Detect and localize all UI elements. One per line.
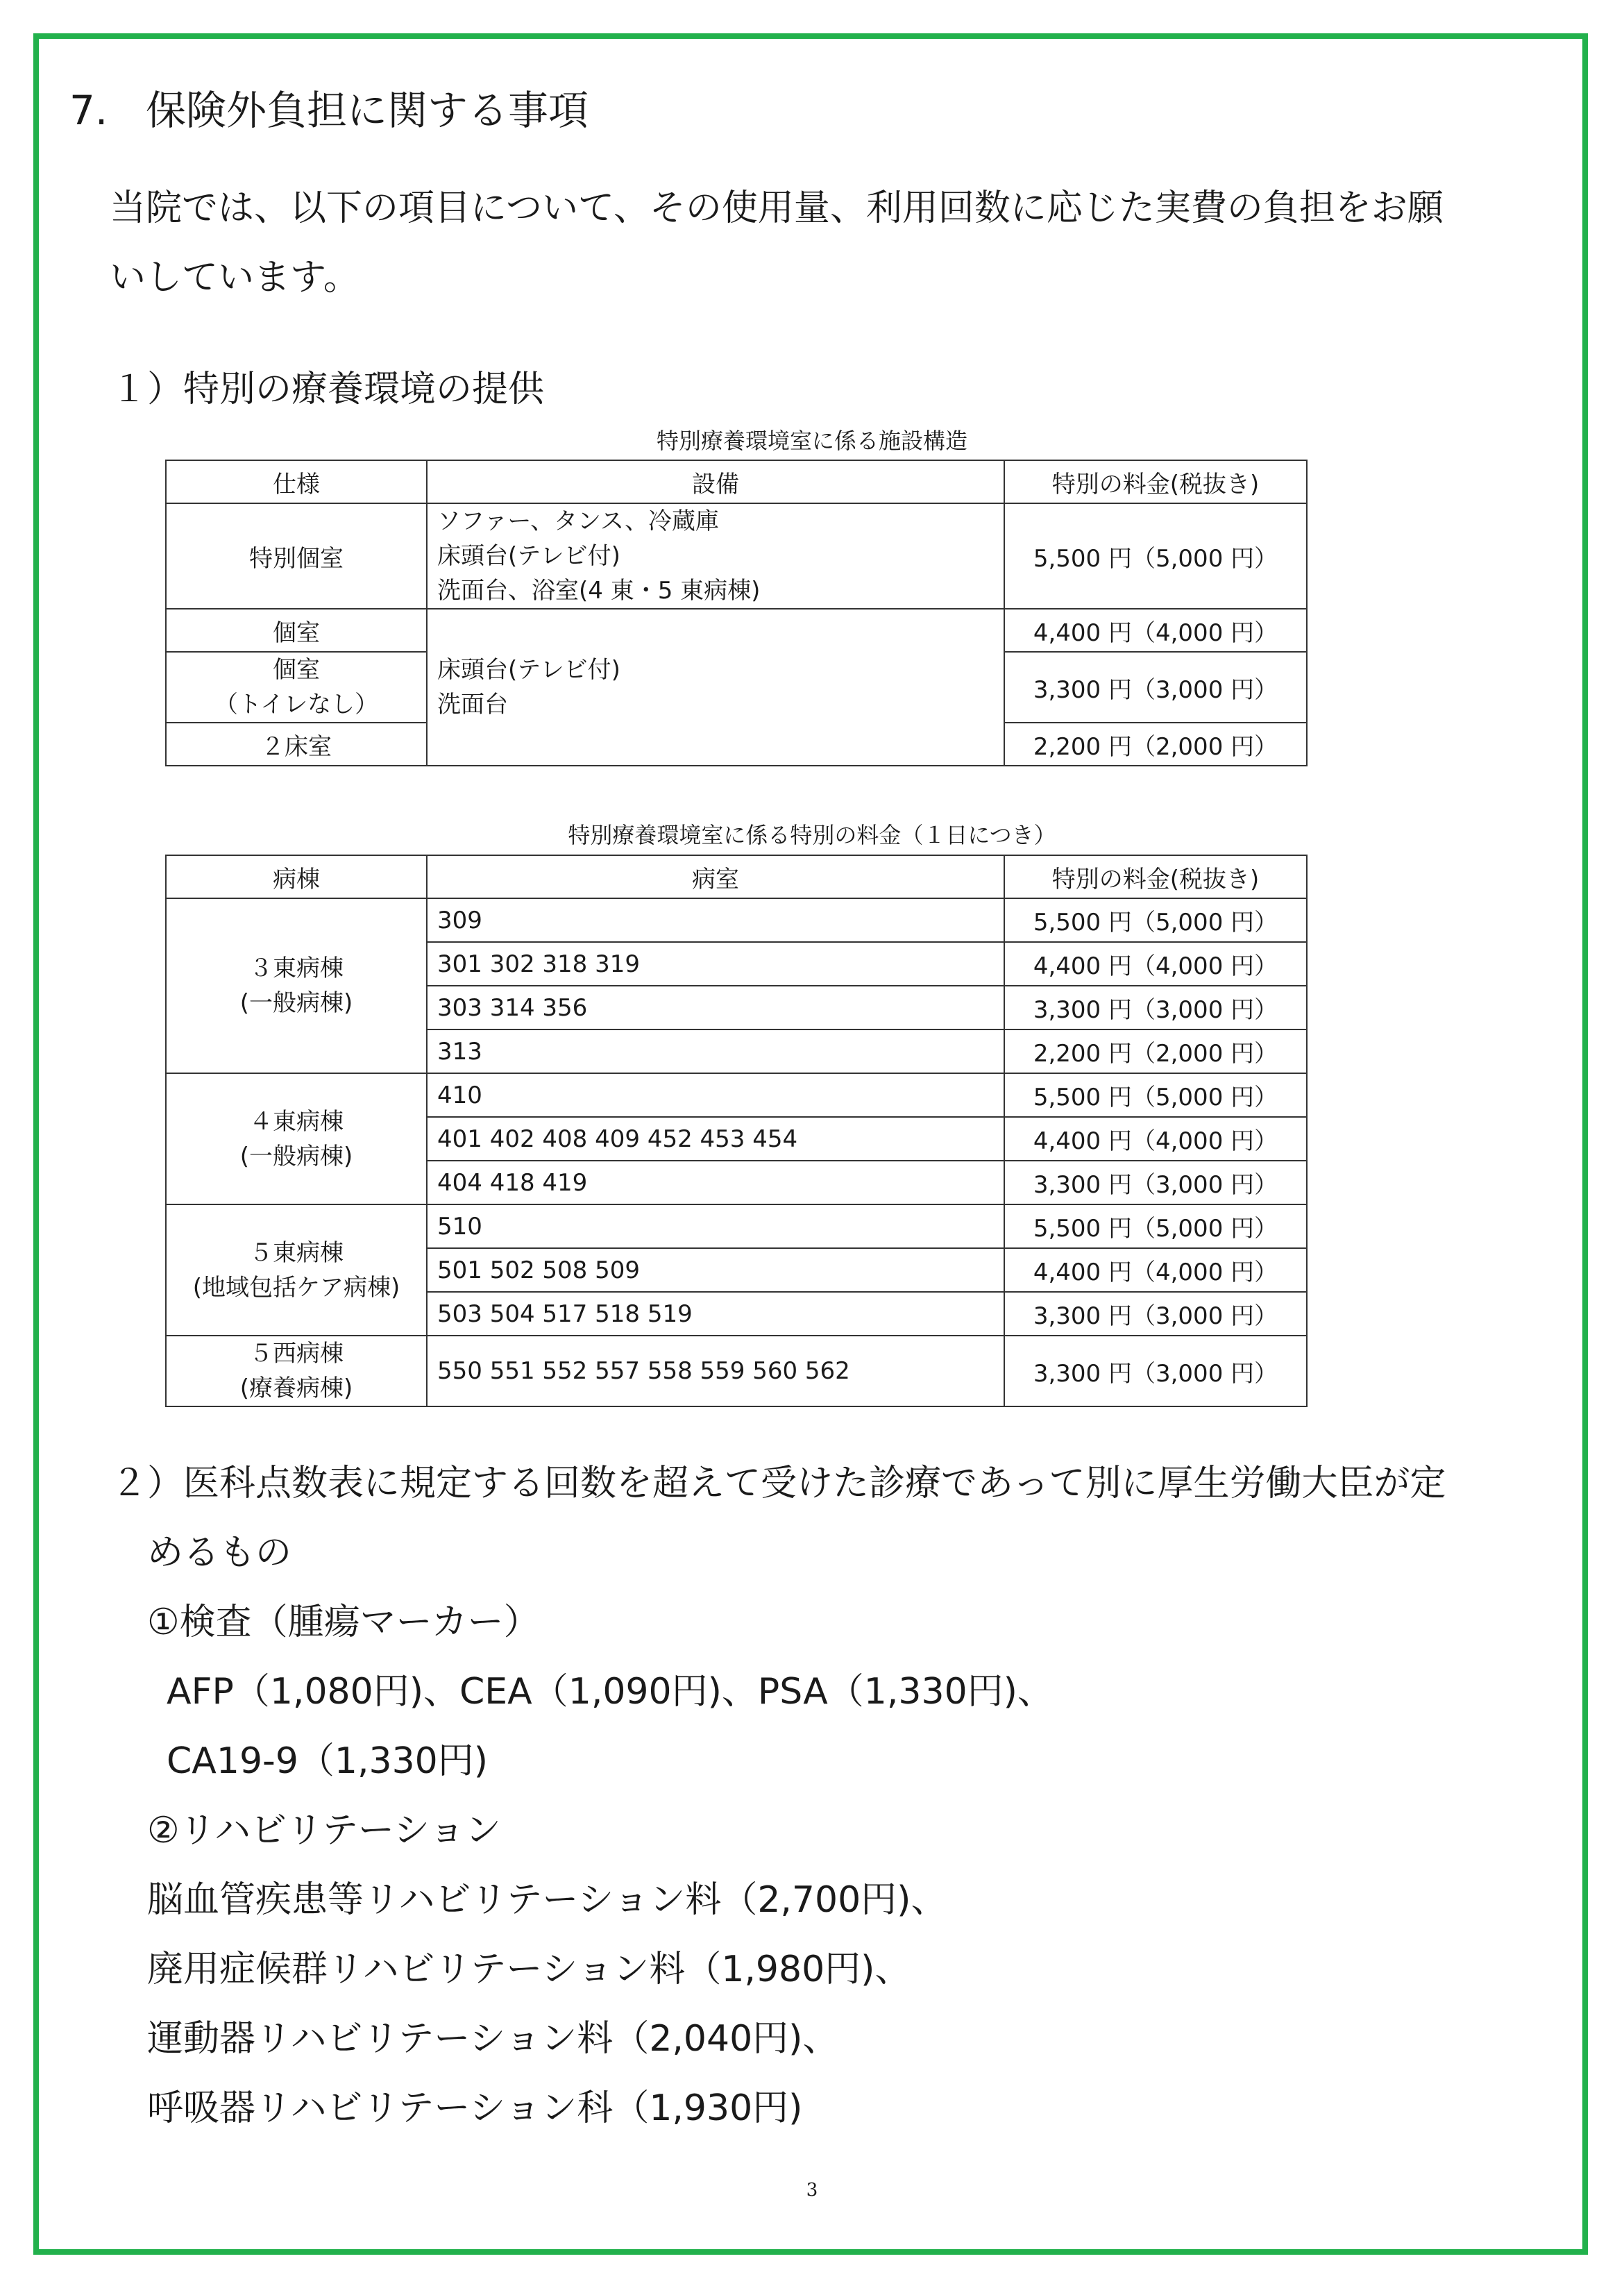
rooms-cell: 309: [427, 898, 1004, 942]
rooms-cell: 410: [427, 1073, 1004, 1117]
fee-cell: 5,500 円（5,000 円）: [1004, 1204, 1307, 1248]
fee-cell: 4,400 円（4,000 円）: [1004, 609, 1307, 652]
rooms-cell: 301 302 318 319: [427, 942, 1004, 986]
fee-cell: 4,400 円（4,000 円）: [1004, 942, 1307, 986]
fee-cell: 3,300 円（3,000 円）: [1004, 1161, 1307, 1204]
fee-cell: 3,300 円（3,000 円）: [1004, 652, 1307, 723]
section-heading: 7. 保険外負担に関する事項: [69, 87, 589, 134]
spec-cell: 特別個室: [166, 503, 427, 609]
header-fee: 特別の料金(税抜き): [1004, 460, 1307, 503]
intro-line-1: 当院では、以下の項目について、その使用量、利用回数に応じた実費の負担をお願: [110, 187, 1444, 229]
fee-cell: 3,300 円（3,000 円）: [1004, 1292, 1307, 1336]
fee-cell: 2,200 円（2,000 円）: [1004, 723, 1307, 766]
page-number: 3: [806, 2180, 818, 2201]
rehab-item: 脳血管疾患等リハビリテーション料（2,700円)、: [147, 1879, 947, 1921]
spec-cell: ２床室: [166, 723, 427, 766]
header-equipment: 設備: [427, 460, 1004, 503]
fee-cell: 5,500 円（5,000 円）: [1004, 503, 1307, 609]
table2-caption: 特別療養環境室に係る特別の料金（１日につき）: [568, 822, 1056, 848]
rooms-cell: 313: [427, 1029, 1004, 1073]
ward-cell: ４東病棟 (一般病棟): [166, 1073, 427, 1204]
rooms-cell: 510: [427, 1204, 1004, 1248]
header-fee: 特別の料金(税抜き): [1004, 855, 1307, 898]
subsection-title-1: １）特別の療養環境の提供: [111, 369, 545, 410]
fee-cell: 5,500 円（5,000 円）: [1004, 898, 1307, 942]
table1-caption: 特別療養環境室に係る施設構造: [656, 428, 967, 454]
subsection-title-2-line2: めるもの: [147, 1532, 292, 1574]
tumor-marker-line2: CA19-9（1,330円): [167, 1740, 489, 1782]
rehab-item: 運動器リハビリテーション料（2,040円)、: [147, 2018, 839, 2060]
rooms-cell: 501 502 508 509: [427, 1248, 1004, 1292]
fee-cell: 2,200 円（2,000 円）: [1004, 1029, 1307, 1073]
ward-cell: ３東病棟 (一般病棟): [166, 898, 427, 1073]
rooms-cell: 401 402 408 409 452 453 454: [427, 1117, 1004, 1161]
ward-cell: ５西病棟 (療養病棟): [166, 1336, 427, 1406]
rooms-cell: 404 418 419: [427, 1161, 1004, 1204]
fee-cell: 4,400 円（4,000 円）: [1004, 1117, 1307, 1161]
fee-cell: 3,300 円（3,000 円）: [1004, 986, 1307, 1029]
tumor-marker-title: ①検査（腫瘍マーカー）: [147, 1602, 540, 1643]
subsection-title-2-line1: ２）医科点数表に規定する回数を超えて受けた診療であって別に厚生労働大臣が定: [111, 1463, 1446, 1504]
equipment-cell: 床頭台(テレビ付) 洗面台: [427, 609, 1004, 766]
ward-cell: ５東病棟 (地域包括ケア病棟): [166, 1204, 427, 1336]
fee-cell: 3,300 円（3,000 円）: [1004, 1336, 1307, 1406]
rooms-cell: 503 504 517 518 519: [427, 1292, 1004, 1336]
spec-cell: 個室: [166, 609, 427, 652]
header-spec: 仕様: [166, 460, 427, 503]
room-fee-table: [165, 855, 1308, 1407]
rehab-title: ②リハビリテーション: [147, 1810, 501, 1851]
fee-cell: 4,400 円（4,000 円）: [1004, 1248, 1307, 1292]
intro-line-2: いしています。: [110, 257, 360, 299]
rehab-item: 呼吸器リハビリテーション科（1,930円): [147, 2087, 803, 2129]
facility-table: [165, 460, 1308, 766]
equipment-cell: ソファー、タンス、冷蔵庫 床頭台(テレビ付) 洗面台、浴室(4 東・5 東病棟): [427, 503, 1004, 609]
tumor-marker-line1: AFP（1,080円)、CEA（1,090円)、PSA（1,330円)、: [167, 1671, 1054, 1713]
rooms-cell: 550 551 552 557 558 559 560 562: [427, 1336, 1004, 1406]
rehab-item: 廃用症候群リハビリテーション料（1,980円)、: [147, 1949, 911, 1990]
header-rooms: 病室: [427, 855, 1004, 898]
fee-cell: 5,500 円（5,000 円）: [1004, 1073, 1307, 1117]
header-ward: 病棟: [166, 855, 427, 898]
rooms-cell: 303 314 356: [427, 986, 1004, 1029]
spec-cell: 個室 （トイレなし）: [166, 652, 427, 723]
